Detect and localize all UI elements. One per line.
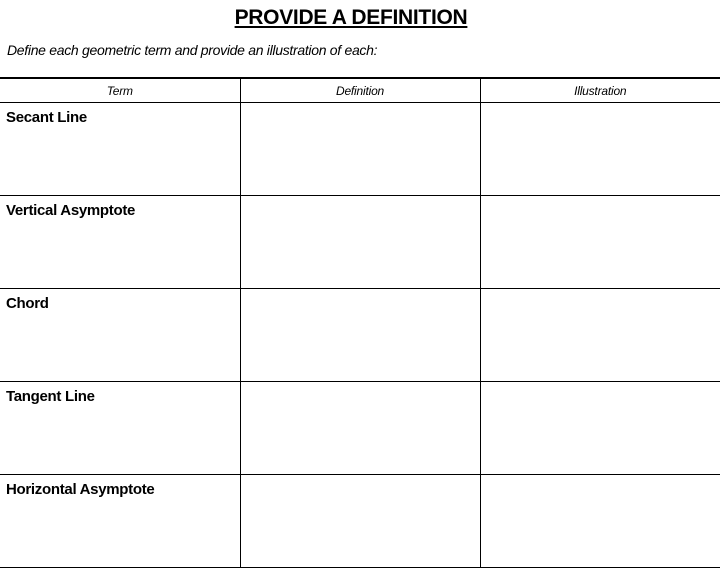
- term-cell: Vertical Asymptote: [0, 196, 240, 289]
- definition-cell[interactable]: [240, 289, 480, 382]
- definition-cell[interactable]: [240, 382, 480, 475]
- table-row: [0, 475, 720, 568]
- term-cell: Chord: [0, 289, 240, 382]
- term-cell: Tangent Line: [0, 382, 240, 475]
- definition-cell[interactable]: [240, 475, 480, 568]
- column-header-term: Term: [0, 78, 240, 103]
- instructions: Define each geometric term and provide an illustration of each:: [7, 42, 378, 58]
- table-row: [0, 382, 720, 475]
- table-row: [0, 289, 720, 382]
- definition-table: [0, 77, 720, 568]
- illustration-cell[interactable]: [480, 196, 720, 289]
- table-row: [0, 196, 720, 289]
- definition-cell[interactable]: [240, 196, 480, 289]
- table-row: [0, 103, 720, 196]
- column-header-definition: Definition: [240, 78, 480, 103]
- illustration-cell[interactable]: [480, 289, 720, 382]
- illustration-cell[interactable]: [480, 382, 720, 475]
- term-cell: Horizontal Asymptote: [0, 475, 240, 568]
- term-cell: Secant Line: [0, 103, 240, 196]
- illustration-cell[interactable]: [480, 103, 720, 196]
- illustration-cell[interactable]: [480, 475, 720, 568]
- definition-cell[interactable]: [240, 103, 480, 196]
- column-header-illustration: Illustration: [480, 78, 720, 103]
- page-title: PROVIDE A DEFINITION: [234, 6, 468, 29]
- table-header-row: [0, 78, 720, 103]
